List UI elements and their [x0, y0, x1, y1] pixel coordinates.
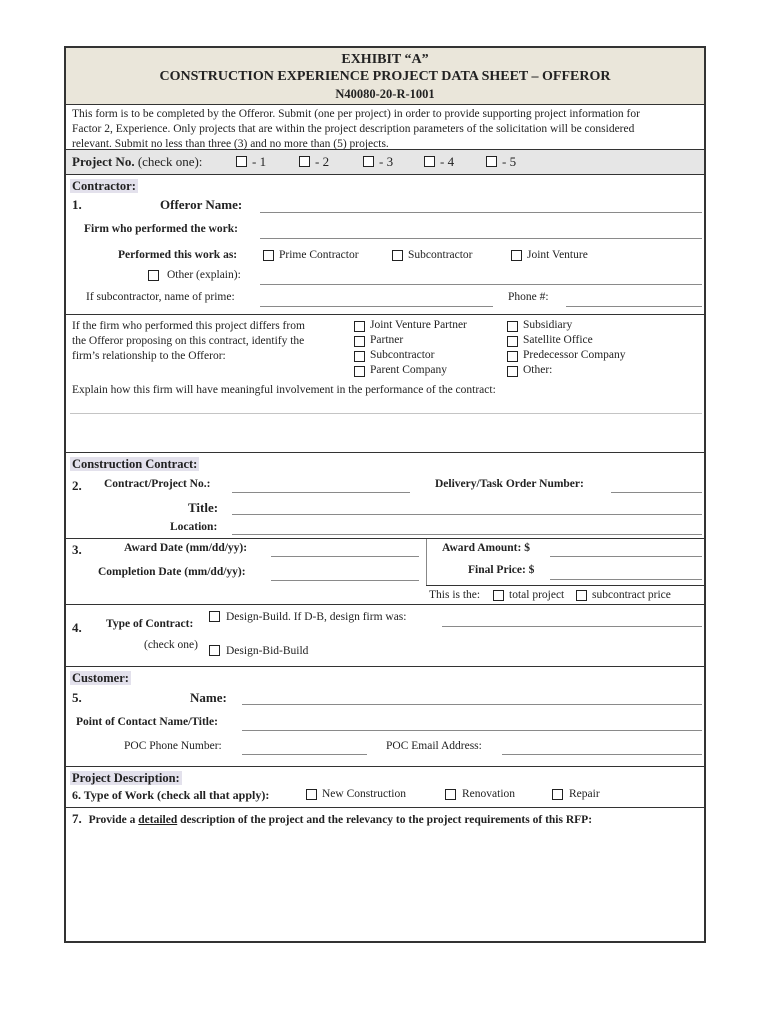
other-relationship-label: Other: — [523, 364, 553, 376]
divider — [66, 766, 704, 767]
project-no-5-label: - 5 — [502, 154, 517, 169]
location-field[interactable] — [232, 534, 702, 535]
satellite-office-label: Satellite Office — [523, 334, 593, 346]
contract-no-field[interactable] — [232, 492, 410, 493]
other-role-field[interactable] — [260, 284, 702, 285]
poc-phone-label: POC Phone Number: — [124, 740, 222, 752]
poc-name-field[interactable] — [242, 730, 702, 731]
this-is-label: This is the: — [429, 589, 481, 601]
project-no-1-checkbox[interactable] — [236, 156, 247, 167]
provide-a-text: Provide a — [88, 814, 136, 826]
design-firm-field[interactable] — [442, 626, 702, 627]
prime-name-field[interactable] — [260, 306, 493, 307]
satellite-office-checkbox[interactable] — [507, 336, 518, 347]
partner-label: Partner — [370, 334, 404, 346]
joint-venture-label: Joint Venture — [527, 249, 588, 261]
new-construction-label: New Construction — [322, 788, 407, 800]
form-header — [66, 48, 704, 105]
award-amount-label: Award Amount: $ — [442, 542, 530, 554]
location-label: Location: — [170, 521, 218, 533]
project-no-1-label: - 1 — [252, 154, 267, 169]
description-section-title — [70, 769, 182, 787]
project-no-3-label: - 3 — [379, 154, 394, 169]
design-build-checkbox[interactable] — [209, 611, 220, 622]
contract-no-label: Contract/Project No.: — [104, 478, 211, 490]
subcontract-price-checkbox[interactable] — [576, 590, 587, 601]
new-construction-checkbox[interactable] — [306, 789, 317, 800]
contractor-heading: Contractor: — [72, 179, 136, 193]
project-no-title: Project No. — [72, 154, 135, 169]
parent-company-label: Parent Company — [370, 364, 447, 376]
construction-section-title — [70, 455, 199, 473]
predecessor-company-label: Predecessor Company — [523, 349, 626, 361]
project-no-label — [72, 154, 202, 170]
divider — [426, 539, 427, 585]
relationship-prompt — [72, 319, 305, 364]
award-date-field[interactable] — [271, 556, 419, 557]
rel-subcontractor-checkbox[interactable] — [354, 351, 365, 362]
exhibit-title: EXHIBIT “A” — [341, 52, 429, 67]
contractor-section-title — [70, 177, 138, 195]
repair-checkbox[interactable] — [552, 789, 563, 800]
item-number-3: 3. — [72, 542, 82, 557]
poc-email-label: POC Email Address: — [386, 740, 482, 752]
firm-performed-label: Firm who performed the work: — [84, 223, 238, 235]
divider — [66, 174, 704, 175]
jv-partner-checkbox[interactable] — [354, 321, 365, 332]
divider — [66, 314, 704, 315]
relationship-line: the Offeror proposing on this contract, identify the — [72, 335, 305, 347]
other-role-checkbox[interactable] — [148, 270, 159, 281]
subsidiary-checkbox[interactable] — [507, 321, 518, 332]
divider — [66, 666, 704, 667]
divider — [66, 604, 704, 605]
instructions-line: relevant. Submit no less than three (3) and no more than (5) projects. — [72, 138, 389, 150]
contract-title-field[interactable] — [232, 514, 702, 515]
detailed-description-prompt — [72, 811, 592, 827]
final-price-label: Final Price: $ — [468, 564, 535, 576]
description-prompt-text: description of the project and the relevancy to the project requirements of this RFP: — [180, 814, 593, 826]
project-no-2-label: - 2 — [315, 154, 330, 169]
subcontractor-checkbox[interactable] — [392, 250, 403, 261]
involvement-field[interactable] — [70, 413, 702, 414]
final-price-field[interactable] — [550, 579, 702, 580]
customer-heading: Customer: — [72, 671, 129, 685]
sheet-title: CONSTRUCTION EXPERIENCE PROJECT DATA SHEET – OFFEROR — [159, 69, 611, 84]
offeror-name-label: Offeror Name: — [160, 197, 243, 212]
total-project-checkbox[interactable] — [493, 590, 504, 601]
data-sheet-form — [64, 46, 706, 943]
other-relationship-checkbox[interactable] — [507, 366, 518, 377]
prime-contractor-checkbox[interactable] — [263, 250, 274, 261]
solicitation-number: N40080-20-R-1001 — [335, 87, 435, 101]
type-of-work-label: 6. Type of Work (check all that apply): — [72, 788, 270, 802]
instructions-line: Factor 2, Experience. Only projects that are within the project description parameters of the solicitation will be considered — [72, 123, 635, 135]
project-no-2-checkbox[interactable] — [299, 156, 310, 167]
renovation-checkbox[interactable] — [445, 789, 456, 800]
award-date-label: Award Date (mm/dd/yy): — [124, 542, 248, 554]
item-number-5: 5. — [72, 690, 82, 705]
construction-heading: Construction Contract: — [72, 457, 198, 471]
firm-performed-field[interactable] — [260, 238, 702, 239]
divider — [66, 452, 704, 453]
customer-name-label: Name: — [190, 690, 227, 705]
project-no-hint: (check one): — [137, 154, 203, 169]
predecessor-company-checkbox[interactable] — [507, 351, 518, 362]
poc-email-field[interactable] — [502, 754, 702, 755]
check-one-hint: (check one) — [144, 639, 198, 651]
design-bid-build-checkbox[interactable] — [209, 645, 220, 656]
item-number-1: 1. — [72, 197, 82, 212]
subcontract-price-label: subcontract price — [592, 589, 671, 601]
instructions-line: This form is to be completed by the Offeror. Submit (one per project) in order to provide supporting project information for — [72, 108, 640, 120]
detailed-description-field[interactable] — [66, 828, 704, 938]
other-role-label: Other (explain): — [167, 269, 241, 281]
delivery-order-label: Delivery/Task Order Number: — [435, 478, 584, 490]
jv-partner-label: Joint Venture Partner — [370, 319, 467, 331]
detailed-emphasis: detailed — [138, 814, 178, 826]
renovation-label: Renovation — [462, 788, 516, 800]
divider — [66, 538, 704, 539]
relationship-line: firm’s relationship to the Offeror: — [72, 350, 226, 362]
partner-checkbox[interactable] — [354, 336, 365, 347]
completion-date-field[interactable] — [271, 580, 419, 581]
divider — [66, 807, 704, 808]
divider — [426, 585, 704, 586]
item-number-2: 2. — [72, 478, 82, 493]
project-no-4-checkbox[interactable] — [424, 156, 435, 167]
total-project-label: total project — [509, 589, 565, 601]
item-number-4: 4. — [72, 620, 82, 635]
parent-company-checkbox[interactable] — [354, 366, 365, 377]
delivery-order-field[interactable] — [611, 492, 702, 493]
poc-name-label: Point of Contact Name/Title: — [76, 716, 218, 728]
contract-title-label: Title: — [188, 500, 219, 515]
phone-label: Phone #: — [508, 291, 549, 303]
subcontractor-label: Subcontractor — [408, 249, 473, 261]
design-build-label: Design-Build. If D-B, design firm was: — [226, 611, 407, 623]
project-no-3-checkbox[interactable] — [363, 156, 374, 167]
customer-section-title — [70, 669, 131, 687]
poc-phone-field[interactable] — [242, 754, 367, 755]
project-no-4-label: - 4 — [440, 154, 455, 169]
performed-as-label: Performed this work as: — [118, 249, 238, 261]
involvement-label: Explain how this firm will have meaningful involvement in the performance of the contract: — [72, 384, 496, 396]
award-amount-field[interactable] — [550, 556, 702, 557]
prime-contractor-label: Prime Contractor — [279, 249, 359, 261]
offeror-name-field[interactable] — [260, 212, 702, 213]
joint-venture-checkbox[interactable] — [511, 250, 522, 261]
phone-field[interactable] — [566, 306, 702, 307]
item-number-7: 7. — [72, 811, 82, 826]
project-no-5-checkbox[interactable] — [486, 156, 497, 167]
instructions — [72, 107, 702, 152]
completion-date-label: Completion Date (mm/dd/yy): — [98, 566, 246, 578]
relationship-line: If the firm who performed this project differs from — [72, 320, 305, 332]
repair-label: Repair — [569, 788, 600, 800]
contract-type-label: Type of Contract: — [106, 618, 194, 630]
subsidiary-label: Subsidiary — [523, 319, 573, 331]
description-heading: Project Description: — [72, 771, 180, 785]
prime-name-label: If subcontractor, name of prime: — [86, 291, 235, 303]
rel-subcontractor-label: Subcontractor — [370, 349, 435, 361]
customer-name-field[interactable] — [242, 704, 702, 705]
design-bid-build-label: Design-Bid-Build — [226, 645, 309, 657]
